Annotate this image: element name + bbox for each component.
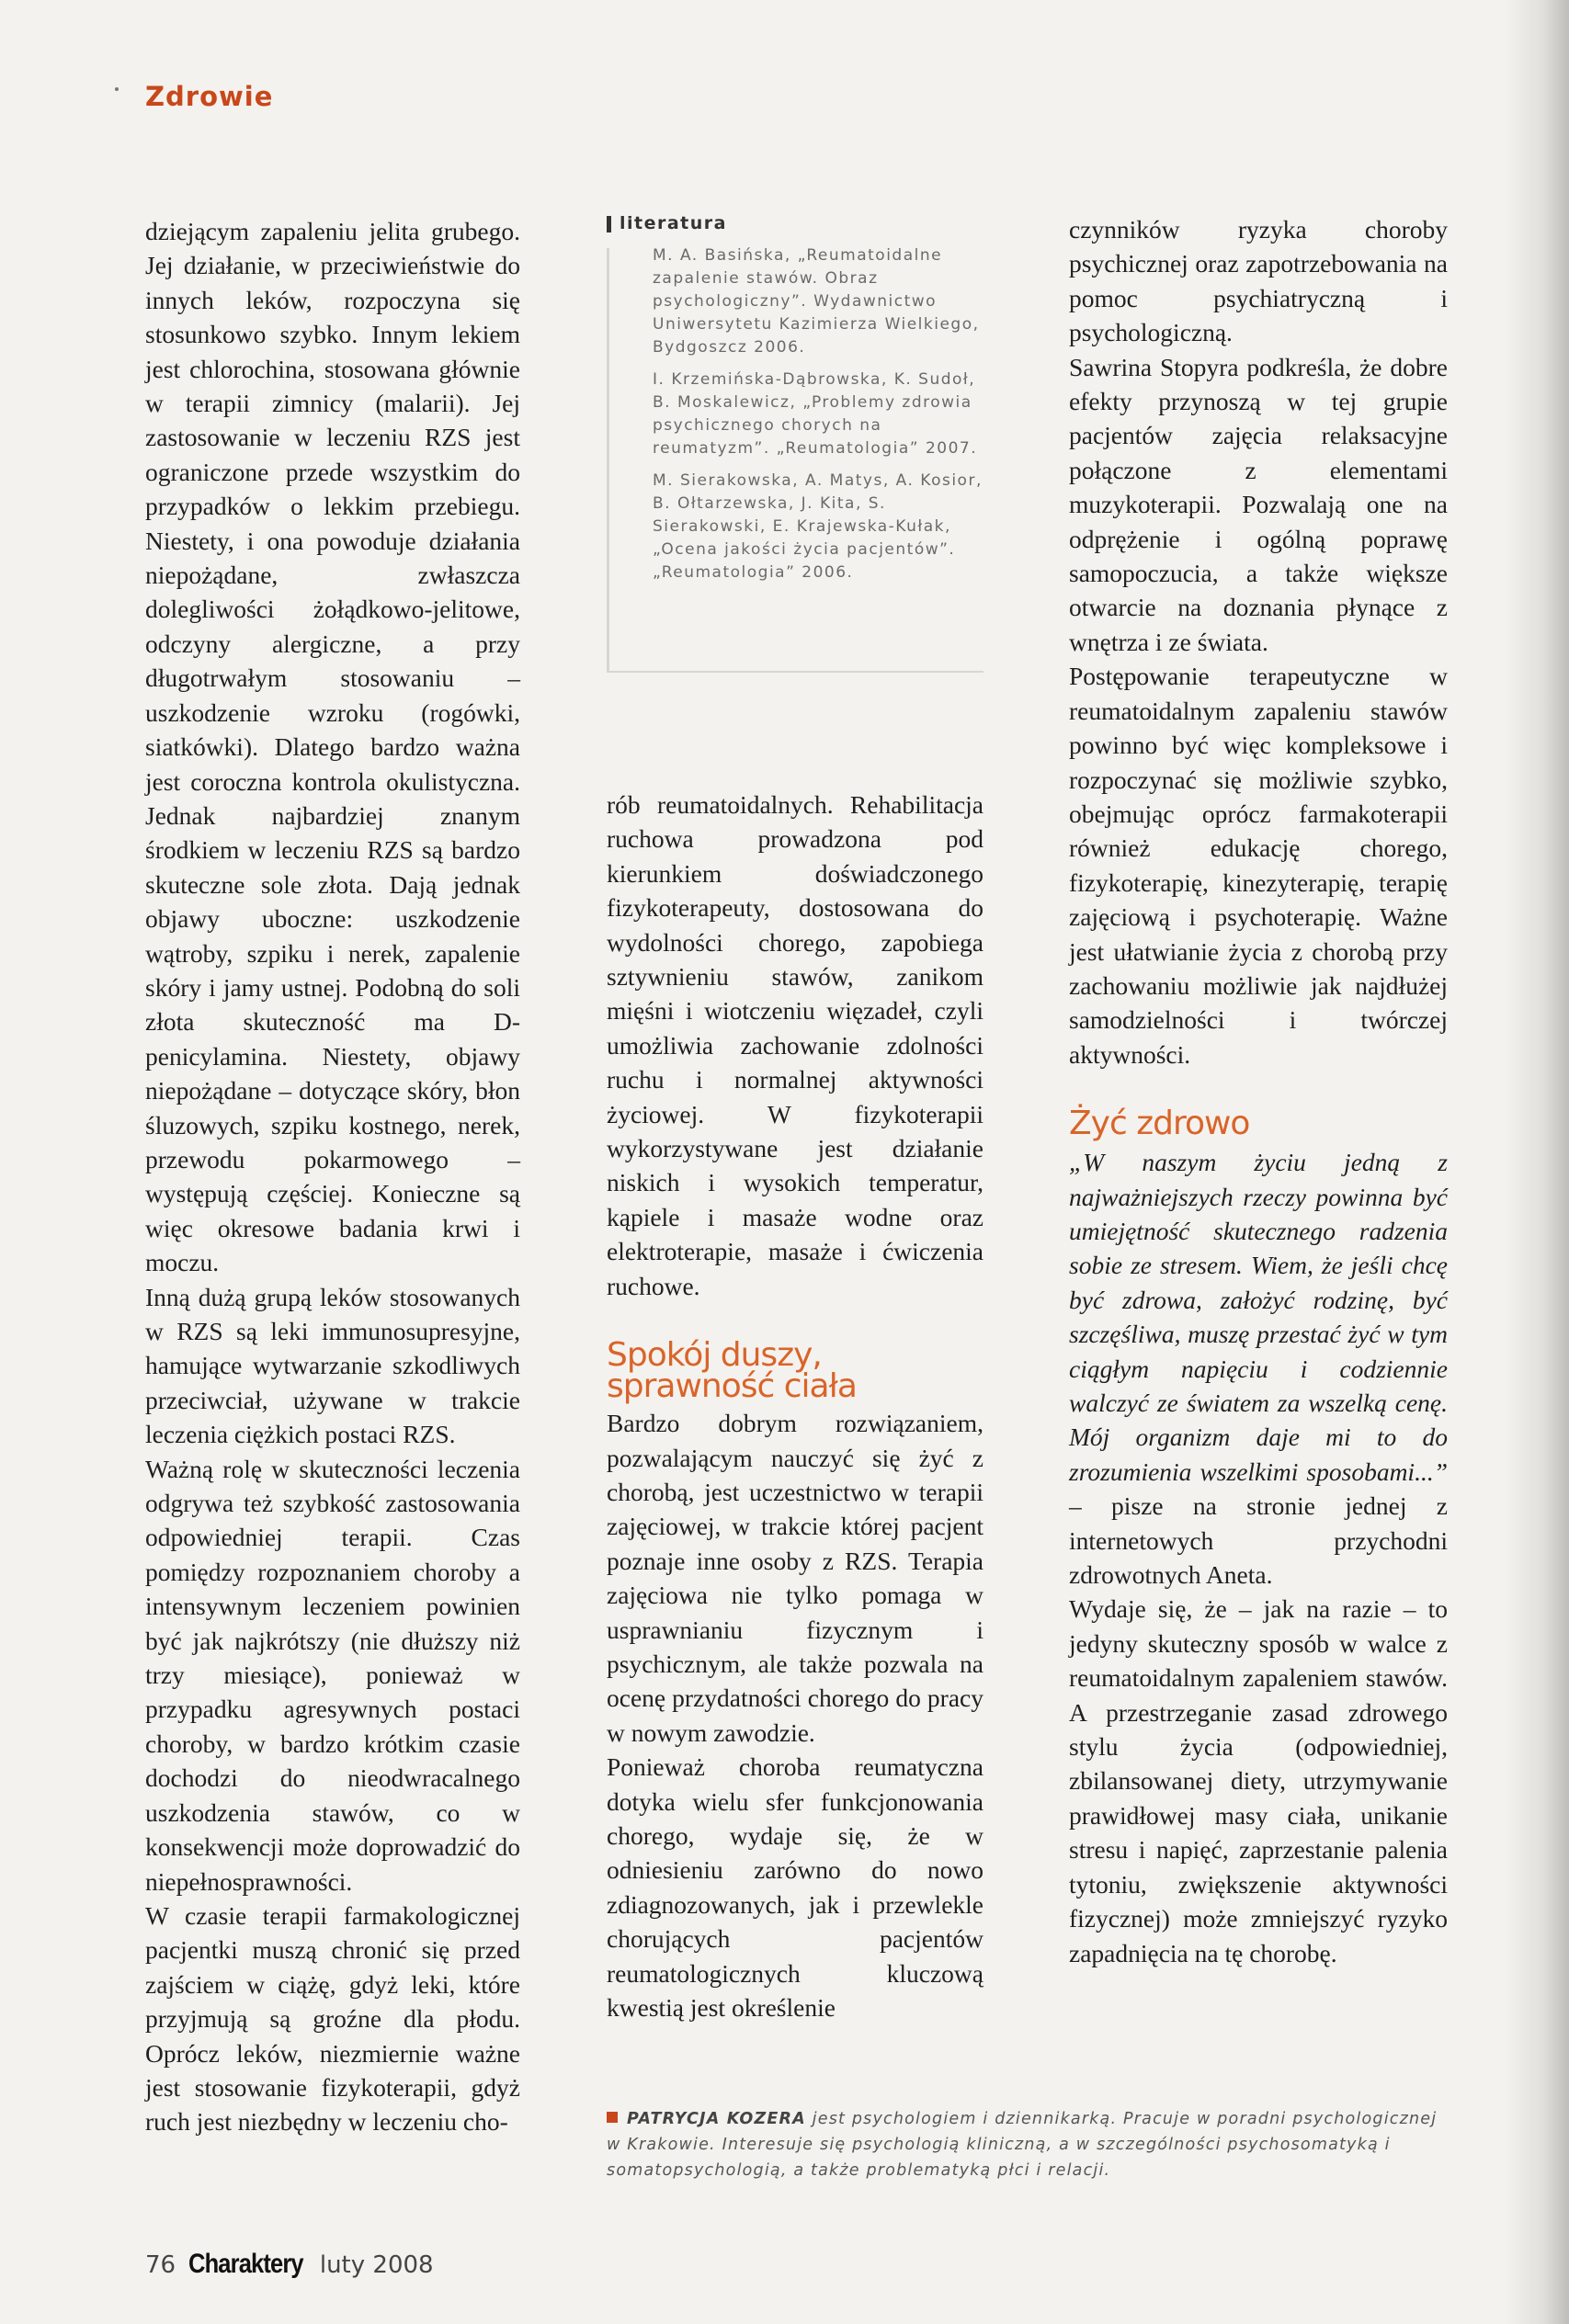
body-paragraph: Sawrina Stopyra podkreśla, że dobre efekty przynoszą w tej grupie pacjentów zajęcia relaksacyjne połączone z elementami muzykoterapii. Pozwalają one na odprężenie i ogólną poprawę samopoczucia, a także większe otwarcie na doznania płynące z wnętrza i ze świata. [1069, 352, 1448, 656]
literature-entry: M. A. Basińska, „Reumatoidalne zapalenie stawów. Obraz psychologiczny”. Wydawnictwo Uniwersytetu Kazimierza Wielkiego, Bydgoszcz 2006. [653, 246, 980, 357]
binding-shadow [1505, 0, 1569, 2324]
literature-rule [607, 248, 609, 671]
author-square-icon [607, 2112, 618, 2123]
page-number: 76 [145, 2251, 176, 2279]
body-paragraph: Ważną rolę w skuteczności leczenia odgrywa też szybkość zastosowania odpowiedniej terapii. Czas pomiędzy rozpoznaniem choroby a intensywnym leczeniem powinien być jak najkrótszy (nie dłuższy niż trzy miesiące), ponieważ w przypadku agresywnych postaci choroby, w bardzo krótkim czasie dochodzi do nieodwracalnego uszkodzenia stawów, co w konsekwencji może doprowadzić do niepełnosprawności. [145, 1454, 520, 1896]
subheading: Żyć zdrowo [1069, 1105, 1250, 1143]
subheading-line: sprawność ciała [607, 1367, 857, 1406]
column-left [145, 214, 520, 2139]
body-paragraph: rób reumatoidalnych. Rehabilitacja ruchowa prowadzona pod kierunkiem doświadczonego fizykoterapeuty, dostosowana do wydolności chorego, zapobiega sztywnieniu stawów, zanikom mięśni i wiotczeniu więzadeł, czyli umożliwia zachowanie zdolności ruchu i normalnej aktywności życiowej. W fizykoterapii wykorzystywane jest działanie niskich i wysokich temperatur, kąpiele i masaże wodne oraz elektroterapie, masaże i ćwiczenia ruchowe. [607, 790, 983, 1300]
body-paragraph: Inną dużą grupą leków stosowanych w RZS są leki immunosupresyjne, hamujące wytwarzanie szkodliwych przeciwciał, używane w trakcie leczenia ciężkich postaci RZS. [145, 1282, 520, 1449]
magazine-logo: Charaktery [188, 2249, 303, 2279]
body-paragraph: Ponieważ choroba reumatyczna dotyka wielu sfer funkcjonowania chorego, wydaje się, że w odniesieniu zarówno do nowo zdiagnozowanych, jak i przewlekle chorujących pacjentów reumatologicznych kluczową kwestią jest określenie [607, 1752, 983, 2022]
body-paragraph: czynników ryzyka choroby psychicznej oraz zapotrzebowania na pomoc psychiatryczną i psychologiczną. [1069, 215, 1448, 347]
body-paragraph: W czasie terapii farmakologicznej pacjentki muszą chronić się przed zajściem w ciążę, gdyż leki, które przyjmują są groźne dla płodu. Oprócz leków, niezmiernie ważne jest stosowanie fizykoterapii, gdyż ruch jest niezbędny w leczeniu cho- [145, 1900, 520, 2137]
literature-bottom-rule [607, 671, 983, 673]
literature-heading [607, 213, 983, 233]
literature-heading-text: literatura [620, 213, 727, 233]
subheading [607, 1336, 983, 1406]
subheading-line: Spokój duszy, [607, 1336, 822, 1375]
literature-box [607, 213, 983, 675]
column-middle [607, 788, 983, 2024]
body-paragraph: Wydaje się, że – jak na razie – to jedyny skuteczny sposób w walce z reumatoidalnym zapaleniem stawów. A przestrzeganie zasad zdrowego stylu życia (odpowiedniej, zbilansowanej diety, utrzymywanie prawidłowej masy ciała, unikanie stresu i napięć, zaprzestanie palenia tytoniu, zwiększenie aktywności fizycznej) może zmniejszyć ryzyko zapadnięcia na tę chorobę. [1069, 1594, 1448, 1967]
body-paragraph: dziejącym zapaleniu jelita grubego. Jej działanie, w przeciwieństwie do innych leków, rozpoczyna się stosunkowo szybko. Innym lekiem jest chlorochina, stosowana głównie w terapii zimnicy (malarii). Jej zastosowanie w leczeniu RZS jest ograniczone przede wszystkim do przypadków o lekkim przebiegu. Niestety, i ona powoduje działania niepożądane, zwłaszcza dolegliwości żołądkowo-jelitowe, odczyny alergiczne, a przy długotrwałym stosowaniu – uszkodzenie wzroku (rogówki, siatkówki). Dlatego bardzo ważna jest coroczna kontrola okulistyczna. Jednak najbardziej znanym środkiem w leczeniu RZS są bardzo skuteczne sole złota. Dają jednak objawy uboczne: uszkodzenie wątroby, szpiku i nerek, zapalenie skóry i jamy ustnej. Podobną do soli złota skuteczność ma D-penicylamina. Niestety, objawy niepożądane – dotyczące skóry, błon śluzowych, szpiku kostnego, nerek, przewodu pokarmowego – występują częściej. Konieczne są więc okresowe badania krwi i moczu. [145, 217, 520, 1277]
quote-attribution: – pisze na stronie jednej z internetowych przychodni zdrowotnych Aneta. [1069, 1491, 1448, 1590]
page-marker-dot [115, 87, 119, 91]
body-paragraph: Postępowanie terapeutyczne w reumatoidalnym zapaleniu stawów powinno być więc kompleksowe i rozpoczynać się możliwie szybko, obejmując oprócz farmakoterapii również edukację chorego, fizykoterapię, kinezyterapię, terapię zajęciową i psychoterapię. Ważne jest ułatwianie życia z chorobą przy zachowaniu możliwie jak najdłużej samodzielności i twórczej aktywności. [1069, 662, 1448, 1069]
author-name: PATRYCJA KOZERA [627, 2110, 806, 2128]
page-footer [145, 2249, 434, 2280]
column-right [1069, 212, 1448, 1970]
quote-text: „W naszym życiu jedną z najważniejszych rzeczy powinna być umiejętność skutecznego radzenia sobie ze stresem. Wiem, że jeśli chcę być zdrowa, założyć rodzinę, być szczęśliwa, muszę przestać żyć w tym ciągłym napięciu i codziennie walczyć ze światem za wszelką cenę. Mój organizm daje mi to do zrozumienia wszelkimi sposobami...” [1069, 1148, 1448, 1486]
literature-entry: M. Sierakowska, A. Matys, A. Kosior, B. Ołtarzewska, J. Kita, S. Sierakowski, E. Krajewska-Kułak, „Ocena jakości życia pacjentów”. „Reumatologia” 2006. [653, 471, 983, 582]
author-note [607, 2106, 1443, 2183]
issue-date: luty 2008 [319, 2251, 434, 2279]
body-paragraph: Bardzo dobrym rozwiązaniem, pozwalającym nauczyć się żyć z chorobą, jest uczestnictwo w terapii zajęciowej, w trakcie której pacjent poznaje inne osoby z RZS. Terapia zajęciowa nie tylko pomaga w usprawnianiu fizycznym i psychicznym, ale także pozwala na ocenę przydatności chorego do pracy w nowym zawodzie. [607, 1409, 983, 1747]
section-title: Zdrowie [145, 81, 274, 112]
quote-paragraph [1069, 1145, 1448, 1592]
literature-entry: I. Krzemińska-Dąbrowska, K. Sudoł, B. Moskalewicz, „Problemy zdrowia psychicznego chorych na reumatyzm”. „Reumatologia” 2007. [653, 370, 978, 458]
literature-list [607, 244, 983, 584]
author-bio: jest psychologiem i dziennikarką. Pracuje w poradni psychologicznej w Krakowie. Interesuje się psychologią kliniczną, a w szczególności psychosomatyką i somatopsychologią, a także problematyką płci i relacji. [607, 2110, 1438, 2180]
heading-bar-icon [607, 216, 611, 232]
